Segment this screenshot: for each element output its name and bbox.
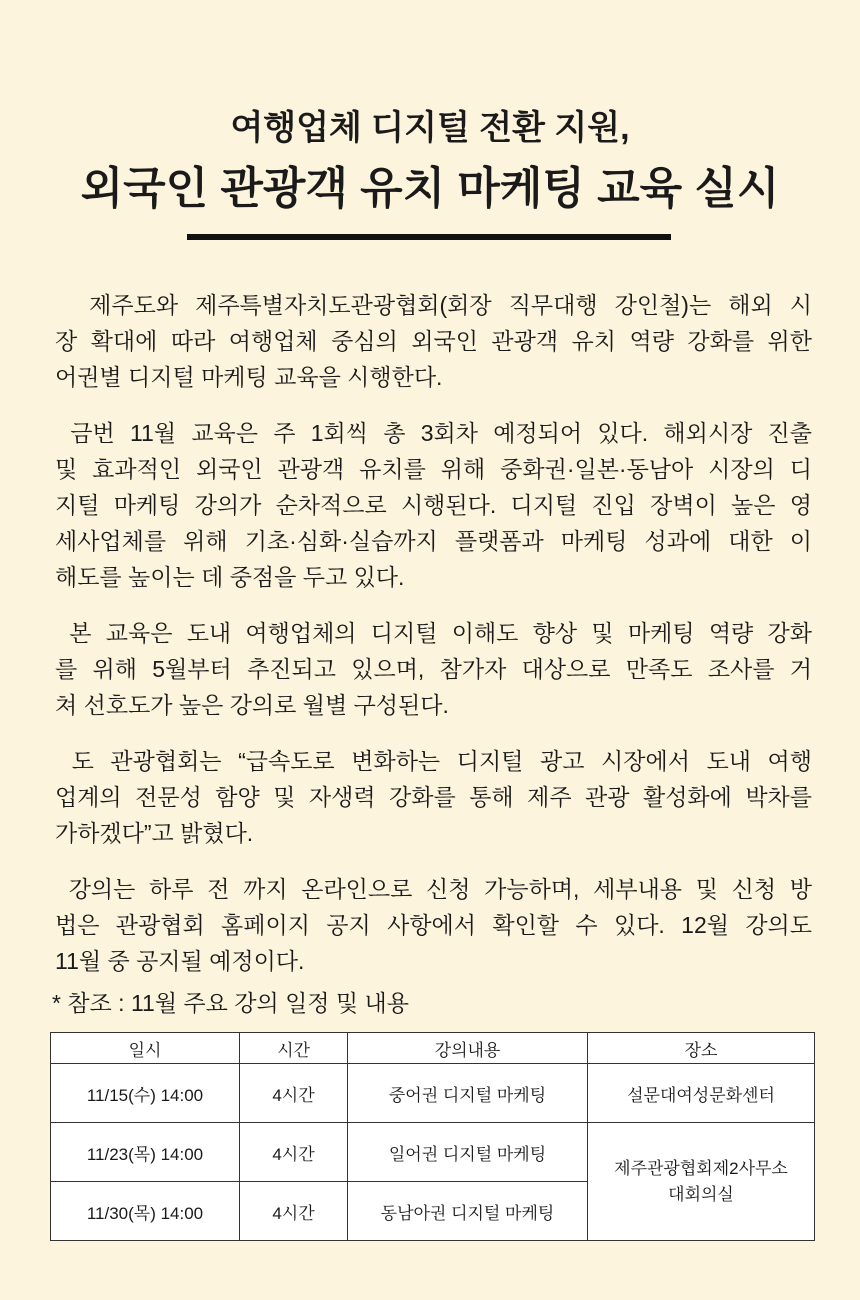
paragraph-line: 본 교육은 도내 여행업체의 디지털 이해도 향상 및 마케팅 역량 강화 — [55, 620, 812, 646]
paragraph-line: 장 확대에 따라 여행업체 중심의 외국인 관광객 유치 역량 강화를 위한 — [55, 328, 812, 354]
paragraph — [55, 871, 812, 979]
reference-note: * 참조 : 11월 주요 강의 일정 및 내용 — [52, 990, 409, 1016]
cell-time: 4시간 — [240, 1123, 348, 1182]
paragraph-line: 도 관광협회는 “급속도로 변화하는 디지털 광고 시장에서 도내 여행 — [55, 748, 812, 774]
title-underline — [187, 234, 671, 240]
paragraph-line: 해도를 높이는 데 중점을 두고 있다. — [55, 564, 405, 590]
paragraph-line: 어권별 디지털 마케팅 교육을 시행한다. — [55, 364, 443, 390]
paragraph-line: 법은 관광협회 홈페이지 공지 사항에서 확인할 수 있다. 12월 강의도 — [55, 912, 812, 938]
paragraph-line: 업계의 전문성 함양 및 자생력 강화를 통해 제주 관광 활성화에 박차를 — [55, 784, 812, 810]
paragraph-line: 제주도와 제주특별자치도관광협회(회장 직무대행 강인철)는 해외 시 — [55, 292, 812, 318]
headline-subtitle: 여행업체 디지털 전환 지원, — [230, 109, 630, 147]
headline-title: 외국인 관광객 유치 마케팅 교육 실시 — [80, 164, 780, 213]
cell-date: 11/23(목) 14:00 — [51, 1123, 240, 1182]
cell-date: 11/15(수) 14:00 — [51, 1064, 240, 1123]
schedule-table — [50, 1032, 815, 1241]
cell-content: 동남아권 디지털 마케팅 — [348, 1182, 588, 1241]
paragraph — [55, 287, 812, 395]
paragraph-line: 지털 마케팅 강의가 순차적으로 시행된다. 디지털 진입 장벽이 높은 영 — [55, 492, 812, 518]
table-row — [51, 1064, 815, 1123]
cell-date: 11/30(목) 14:00 — [51, 1182, 240, 1241]
cell-place: 제주관광협회제2사무소 대회의실 — [588, 1123, 815, 1241]
paragraph-line: 금번 11월 교육은 주 1회씩 총 3회차 예정되어 있다. 해외시장 진출 — [55, 420, 812, 446]
table-row — [51, 1123, 815, 1182]
paragraph-line: 강의는 하루 전 까지 온라인으로 신청 가능하며, 세부내용 및 신청 방 — [55, 876, 812, 902]
paragraph-line: 쳐 선호도가 높은 강의로 월별 구성된다. — [55, 692, 449, 718]
cell-time: 4시간 — [240, 1182, 348, 1241]
paragraph-line: 및 효과적인 외국인 관광객 유치를 위해 중화권·일본·동남아 시장의 디 — [55, 456, 812, 482]
cell-content: 일어권 디지털 마케팅 — [348, 1123, 588, 1182]
article-body — [55, 287, 812, 999]
paragraph — [55, 743, 812, 851]
cell-time: 4시간 — [240, 1064, 348, 1123]
paragraph-line: 를 위해 5월부터 추진되고 있으며, 참가자 대상으로 만족도 조사를 거 — [55, 656, 812, 682]
cell-content: 중어권 디지털 마케팅 — [348, 1064, 588, 1123]
header-date: 일시 — [51, 1033, 240, 1064]
header-time: 시간 — [240, 1033, 348, 1064]
header-place: 장소 — [588, 1033, 815, 1064]
header-content: 강의내용 — [348, 1033, 588, 1064]
paragraph — [55, 615, 812, 723]
table-header-row — [51, 1033, 815, 1064]
paragraph — [55, 415, 812, 595]
cell-place: 설문대여성문화센터 — [588, 1064, 815, 1123]
paragraph-line: 11월 중 공지될 예정이다. — [55, 948, 305, 974]
paragraph-line: 세사업체를 위해 기초·심화·실습까지 플랫폼과 마케팅 성과에 대한 이 — [55, 528, 812, 554]
paragraph-line: 가하겠다”고 밝혔다. — [55, 820, 254, 846]
